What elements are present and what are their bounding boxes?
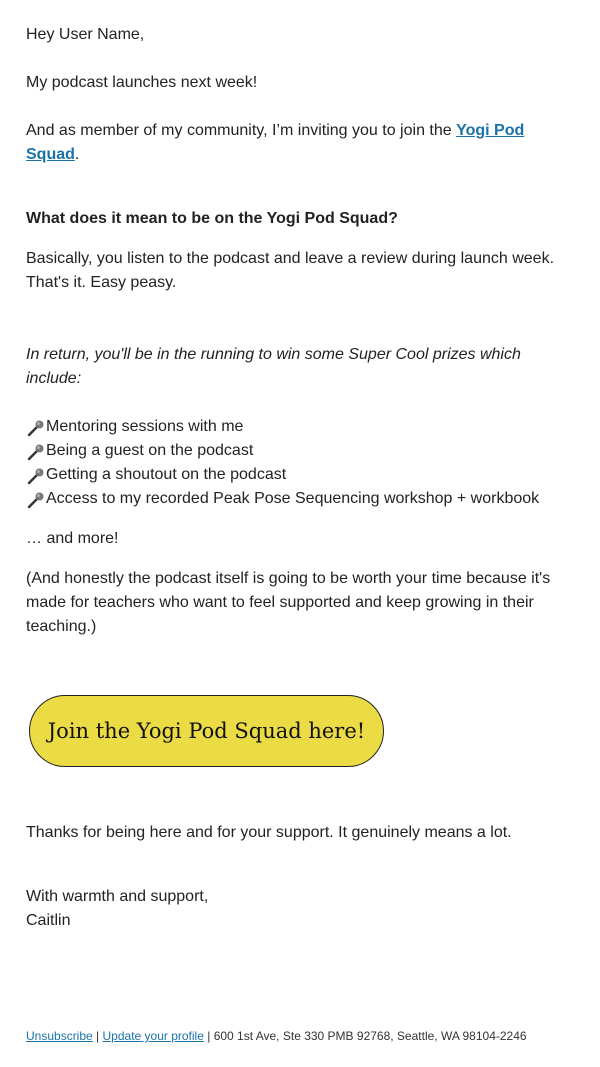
explanation-paragraph [26, 247, 566, 295]
cta-container [29, 695, 566, 767]
footer-address: 600 1st Ave, Ste 330 PMB 92768, Seattle, WA 98104-2246 [213, 1029, 527, 1043]
prize-list [26, 415, 566, 511]
footer-separator: | [92, 1029, 103, 1043]
join-squad-button[interactable]: Join the Yogi Pod Squad here! [29, 695, 384, 767]
prize-label: Getting a shoutout on the podcast [46, 466, 287, 483]
section-heading: What does it mean to be on the Yogi Pod Squad? [26, 210, 398, 227]
explanation-line-2: That's it. Easy peasy. [26, 274, 177, 291]
invite-suffix: . [74, 146, 80, 163]
unsubscribe-link[interactable]: Unsubscribe [26, 1029, 93, 1043]
signature: Caitlin [26, 912, 71, 929]
prize-label: Mentoring sessions with me [46, 418, 244, 435]
microphone-icon [26, 463, 46, 487]
greeting: Hey User Name, [26, 26, 145, 43]
yogi-pod-squad-link[interactable]: Yogi Pod Squad [26, 122, 525, 163]
email-footer [26, 1028, 527, 1044]
prize-label: Access to my recorded Peak Pose Sequencing workshop + workbook [46, 490, 540, 507]
explanation-line-1: Basically, you listen to the podcast and leave a review during launch week. [26, 250, 555, 267]
prize-label: Being a guest on the podcast [46, 442, 254, 459]
microphone-icon [26, 415, 46, 439]
microphone-icon [26, 487, 46, 511]
thanks-paragraph: Thanks for being here and for your support. It genuinely means a lot. [26, 824, 512, 841]
signoff-block [26, 885, 566, 933]
update-profile-link[interactable]: Update your profile [102, 1029, 204, 1043]
honestly-paragraph: (And honestly the podcast itself is going to be worth your time because it's made for teachers who want to feel supported and keep growing in their teaching.) [26, 570, 551, 635]
email-body [26, 23, 566, 933]
list-item [26, 415, 566, 439]
list-item [26, 487, 566, 511]
signoff: With warmth and support, [26, 888, 209, 905]
launch-announcement: My podcast launches next week! [26, 74, 258, 91]
in-return-paragraph: In return, you'll be in the running to win some Super Cool prizes which include: [26, 346, 521, 387]
invite-text: And as member of my community, I’m inviting you to join the [26, 122, 457, 139]
footer-separator: | [203, 1029, 214, 1043]
list-item [26, 439, 566, 463]
microphone-icon [26, 439, 46, 463]
list-item [26, 463, 566, 487]
invite-paragraph [26, 119, 566, 167]
and-more-text: … and more! [26, 530, 119, 547]
